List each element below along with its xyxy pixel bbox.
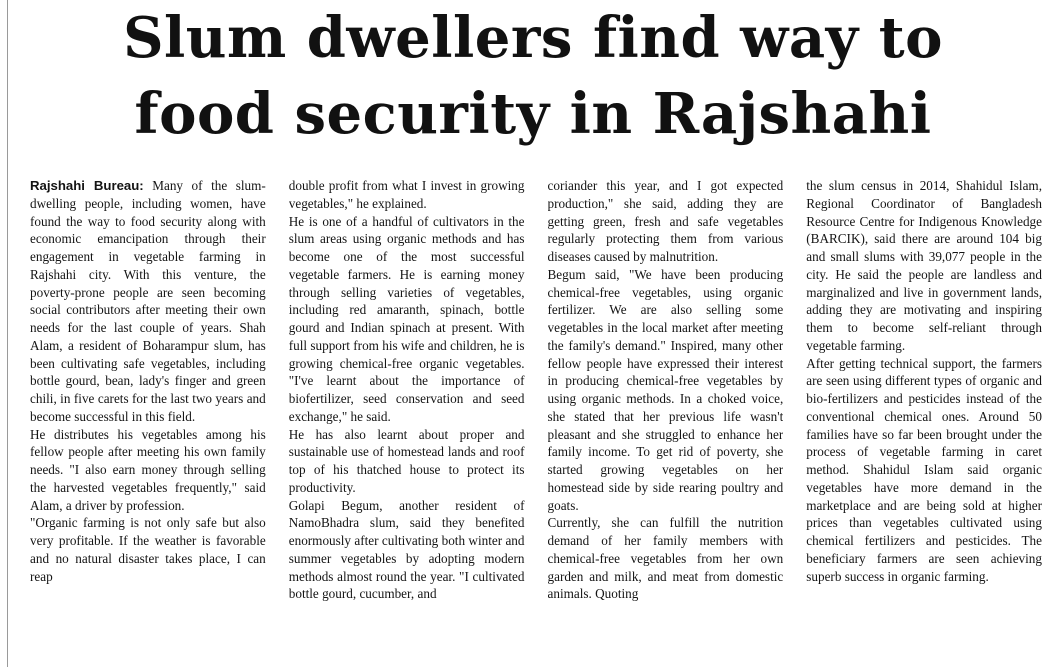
headline-line-2: food security in Rajshahi [134, 81, 932, 147]
paragraph: He distributes his vegetables among his fellow people after meeting his own family needs. "I also earn money through selling the harvested vegetables frequently," said Alam, a driver by profession. [30, 426, 266, 513]
paragraph: He has also learnt about proper and sustainable use of homestead lands and roof top of his thatched house to protect its productivity. [288, 426, 525, 495]
headline-line-1: Slum dwellers find way to [123, 5, 943, 71]
paragraph-text: Many of the slum-dwelling people, including women, have found the way to food security along with economic emancipation through their engagement in vegetable farming in Rajshahi city. With this venture, the poverty-prone people are seen becoming social contributors after meeting their own needs for the last couple of years. Shah Alam, a resident of Boharampur slum, has been cultivating safe vegetables, including bottle gourd, bean, lady's finger and green chili, in five carets for the last two years and become successful in this field. [30, 178, 266, 424]
paragraph: "Organic farming is not only safe but also very profitable. If the weather is favorable and no natural disaster takes place, I can reap [30, 515, 266, 584]
headline [8, 0, 1058, 152]
article-column-4 [806, 177, 1042, 667]
article-column-3 [548, 177, 784, 667]
article-body [30, 177, 1042, 667]
paragraph: Begum said, "We have been producing chemical-free vegetables, using organic fertilizer. We are also selling some vegetables in the local market after meeting the family's demand." Inspired, many other fellow people have expressed their interest in producing chemical-free vegetables by using organic methods. In a choked voice, she stated that her previous life wasn't pleasant and she struggled to enhance her family income. To get rid of poverty, she started growing vegetables on her homestead side by side rearing poultry and goats. [547, 266, 784, 513]
paragraph [30, 177, 266, 426]
article-column-1 [30, 177, 266, 667]
paragraph: He is one of a handful of cultivators in the slum areas using organic methods and has become one of the most successful vegetable farmers. He is earning money through selling varieties of vegetables, including red amaranth, spinach, bottle gourd and Indian spinach at present. With full support from his wife and children, he is growing chemical-free organic vegetables. "I've learnt about the importance of biofertilizer, seed conservation and seed exchange," he said. [288, 213, 525, 424]
paragraph: After getting technical support, the farmers are seen using different types of organic and bio-fertilizers and pesticides instead of the conventional chemical ones. Around 50 families have so far been brought under the process of vegetable farming in caret method. Shahidul Islam said organic vegetables have more demand in the marketplace and are being sold at higher prices than vegetables cultivated using chemical fertilizers and pesticides. The beneficiary farmers are seen achieving superb success in organic farming. [806, 355, 1042, 584]
article-column-2 [289, 177, 525, 667]
paragraph: coriander this year, and I got expected production," she said, adding they are getting green, fresh and safe vegetables regularly protecting them from various diseases caused by malnutrition. [547, 178, 784, 264]
paragraph: the slum census in 2014, Shahidul Islam, Regional Coordinator of Bangladesh Resource Centre for Indigenous Knowledge (BARCIK), said there are around 104 big and small slums with 39,077 people in the city. He said the people are landless and marginalized and live in government lands, adding they are motivating and inspiring them to become self-reliant through vegetable farming. [806, 178, 1042, 353]
byline: Rajshahi Bureau: [30, 178, 144, 193]
paragraph: Golapi Begum, another resident of NamoBhadra slum, said they benefited enormously after cultivating both winter and summer vegetables by adopting modern methods almost round the year. "I cultivated bottle gourd, cucumber, and [288, 497, 525, 602]
paragraph: double profit from what I invest in growing vegetables," he explained. [288, 178, 525, 211]
paragraph: Currently, she can fulfill the nutrition demand of her family members with chemical-free vegetables from her own garden and milk, and meat from domestic animals. Quoting [547, 515, 784, 602]
